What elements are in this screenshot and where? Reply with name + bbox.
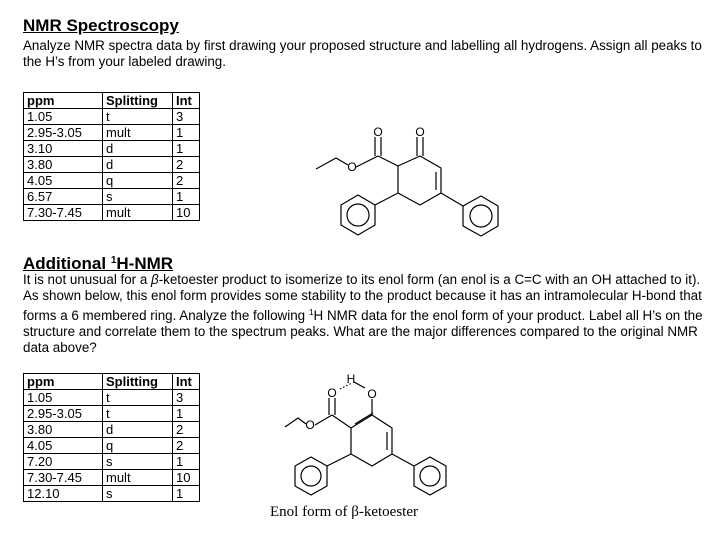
ester-bond: [356, 156, 378, 167]
cell-splitting: t: [103, 390, 173, 406]
table-body: [24, 390, 200, 502]
cell-int: 1: [173, 454, 200, 470]
cell-splitting: d: [103, 141, 173, 157]
table-row: [24, 173, 200, 189]
column-header-ppm: ppm: [24, 374, 103, 390]
cell-ppm: 2.95-3.05: [24, 125, 103, 141]
phenyl-ring-right-aromatic: [470, 205, 492, 227]
table-row: [24, 422, 200, 438]
structure-caption: Enol form of β-ketoester: [270, 504, 419, 520]
cell-int: 2: [173, 173, 200, 189]
cell-int: 2: [173, 438, 200, 454]
cell-ppm: 7.30-7.45: [24, 205, 103, 221]
cyclohexenone-ring: [398, 156, 441, 205]
column-header-int: Int: [173, 93, 200, 109]
cell-ppm: 3.80: [24, 422, 103, 438]
table-row: [24, 157, 200, 173]
ester-carbonyl-bond: [375, 137, 381, 156]
table-row: [24, 125, 200, 141]
phenyl-ring-right: [414, 457, 446, 495]
enol-oxygen: O: [367, 387, 377, 401]
table-row: [24, 470, 200, 486]
cell-splitting: q: [103, 438, 173, 454]
enol-hydrogen: H: [346, 372, 356, 386]
table-header-row: [24, 374, 200, 390]
ester-bond: [315, 415, 332, 425]
cell-splitting: t: [103, 406, 173, 422]
ester-to-ring-bond: [378, 156, 398, 166]
enol-double-bond: [355, 413, 373, 424]
cell-int: 1: [173, 189, 200, 205]
oh-bond: [354, 382, 365, 388]
intro-paragraph: Analyze NMR spectra data by first drawing your proposed structure and labelling all hydrogens. Assign all peaks to the H’s from your labeled drawing.: [23, 38, 702, 69]
ketone-oxygen: O: [415, 125, 425, 139]
ester-carbonyl-oxygen: O: [373, 125, 383, 139]
ring-to-phenyl-bond-right: [441, 193, 463, 206]
additional-paragraph: It is not unusual for a β-ketoester product to isomerize to its enol form (an enol is a C=C with an OH attached to it). As shown below, this enol form provides some stability to the product because it has an intramolecular H-bond that forms a 6 membered ring. Analyze the following $^1$H NMR data for the enol form of your product. Label all H’s on the structure and correlate them to the spectrum peaks. What are the major differences compared to the original NMR data above?: [23, 272, 703, 355]
cell-int: 1: [173, 125, 200, 141]
cell-splitting: mult: [103, 125, 173, 141]
cell-int: 3: [173, 390, 200, 406]
ethyl-ester-chain: [316, 158, 348, 169]
ester-ether-oxygen: O: [347, 160, 357, 174]
cell-splitting: s: [103, 486, 173, 502]
cell-int: 1: [173, 141, 200, 157]
table-row: [24, 438, 200, 454]
cell-splitting: mult: [103, 470, 173, 486]
cell-ppm: 3.10: [24, 141, 103, 157]
cell-ppm: 6.57: [24, 189, 103, 205]
cell-ppm: 1.05: [24, 390, 103, 406]
column-header-splitting: Splitting: [103, 374, 173, 390]
cell-splitting: d: [103, 422, 173, 438]
cell-ppm: 7.30-7.45: [24, 470, 103, 486]
cell-ppm: 12.10: [24, 486, 103, 502]
table-row: [24, 205, 200, 221]
phenyl-ring-left: [295, 457, 327, 495]
cell-int: 10: [173, 205, 200, 221]
ester-to-ring-bond: [332, 415, 351, 428]
phenyl-ring-left: [341, 195, 375, 235]
cell-splitting: mult: [103, 205, 173, 221]
ester-carbonyl-bond: [329, 398, 335, 415]
cell-int: 2: [173, 157, 200, 173]
phenyl-ring-right: [463, 196, 498, 236]
table-row: [24, 189, 200, 205]
ring-to-phenyl-bond-left: [327, 454, 351, 466]
cell-splitting: d: [103, 157, 173, 173]
ethyl-ester-chain: [285, 418, 306, 427]
cell-ppm: 4.05: [24, 438, 103, 454]
cell-splitting: t: [103, 109, 173, 125]
phenyl-ring-left-aromatic: [347, 204, 369, 226]
cell-int: 10: [173, 470, 200, 486]
nmr-table-2: [23, 373, 200, 502]
cell-ppm: 7.20: [24, 454, 103, 470]
table-row: [24, 141, 200, 157]
column-header-int: Int: [173, 374, 200, 390]
cell-ppm: 4.05: [24, 173, 103, 189]
cell-splitting: s: [103, 454, 173, 470]
table-row: [24, 109, 200, 125]
table-row: [24, 390, 200, 406]
cell-int: 1: [173, 486, 200, 502]
column-header-splitting: Splitting: [103, 93, 173, 109]
cell-splitting: q: [103, 173, 173, 189]
ester-ether-oxygen: O: [305, 418, 315, 432]
ketone-double-bond: [417, 137, 423, 156]
cell-int: 2: [173, 422, 200, 438]
table-row: [24, 486, 200, 502]
ester-carbonyl-oxygen: O: [327, 386, 337, 400]
cell-splitting: s: [103, 189, 173, 205]
cell-ppm: 2.95-3.05: [24, 406, 103, 422]
page-title: NMR Spectroscopy: [23, 16, 179, 35]
cell-ppm: 1.05: [24, 109, 103, 125]
table-row: [24, 454, 200, 470]
nmr-table-1: [23, 92, 200, 221]
cell-int: 3: [173, 109, 200, 125]
ketoester-structure: [300, 95, 600, 255]
column-header-ppm: ppm: [24, 93, 103, 109]
table-row: [24, 406, 200, 422]
ring-to-phenyl-bond-right: [392, 454, 414, 466]
phenyl-ring-left-aromatic: [301, 466, 321, 486]
table-header-row: [24, 93, 200, 109]
cell-int: 1: [173, 406, 200, 422]
phenyl-ring-right-aromatic: [420, 466, 440, 486]
section-heading-additional-nmr: Additional $^1$H-NMR: [23, 254, 174, 273]
enol-structure: [270, 365, 470, 505]
table-body: [24, 109, 200, 221]
cell-ppm: 3.80: [24, 157, 103, 173]
ring-to-phenyl-bond-left: [375, 193, 398, 205]
